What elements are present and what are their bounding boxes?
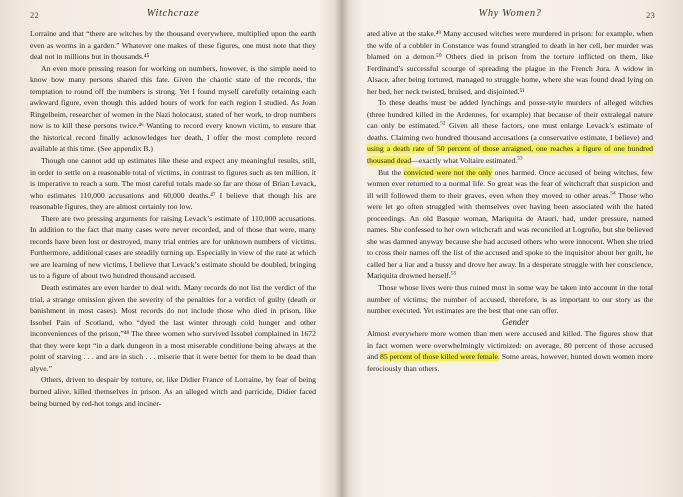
left-running-title: Witchcraze: [146, 8, 200, 19]
right-running-title: Why Women?: [478, 8, 542, 19]
left-page: [18, 0, 328, 497]
page-gutter: [335, 0, 349, 497]
right-page-body: [367, 28, 653, 374]
paragraph: Those whose lives were thus ruined must in some way be taken into account in the total number of victims; the number of accused, therefore, is as important to our story as the number executed. Yet estimates are the best that one can offer.: [367, 283, 653, 316]
highlight-death-rate: using a death rate of 50 percent of those arraigned, one reaches a figure of one hundred thousand dead: [367, 144, 653, 166]
paragraph: ated alive at the stake.⁴⁹ Many accused witches were murdered in prison: for example, when the wife of a cobbler in Constance was found strangled to death in her cell, her murder was blamed on a demon.⁵⁰ Others died in prison from the torture inflicted on them, like Ferdinand’s successful scourge of spreading the plague in the French Jura. A widow in Alsace, after being tortured, managed to struggle home, where she was found dead lying on her bed, her neck twisted, bruised, and disjointed.⁵¹: [367, 29, 653, 96]
left-page-header: [18, 0, 328, 26]
paragraph-with-highlight: But the convicted were not the only ones harmed. Once accused of being witches, few women ever returned to a normal life. So great was the fear of witchcraft that suspicion and ill will followed them to their graves, even when they moved to other areas.$^{54}$ Those who were let go often struggled with themselves over having been associated with the hated proceedings. An old Basque woman, Mariquita de Atauri, had, under pressure, named names. She confessed to her own witchcraft and was reconciled at Logroño, but she believed she was damned anyway because she had accused others who were innocent. When she tried to cross their names off the list of the accused and spoke to the inquisitor about her guilt, he called her a liar and a hussy and drove her away. In a desperate struggle with her conscience, Mariquita drowned herself.$^{55}$: [367, 167, 654, 281]
right-page-header: [355, 0, 665, 26]
right-page: [355, 0, 665, 497]
paragraph: Others, driven to despair by torture, or, like Didier France of Lorraine, by fear of being burned alive, killed themselves in prison. As an alleged witch and parricide, Didier faced being burned by red-hot tongs and inciner-: [30, 375, 316, 408]
left-page-folio: 22: [30, 10, 39, 20]
section-subhead: Gender: [502, 316, 529, 327]
paragraph: There are two pressing arguments for raising Levack’s estimate of 110,000 accusations. In addition to the fact that many cases were never recorded, and of those that were, many records have been lost or destroyed, many trial entries are for unknown numbers of victims. Furthermore, additional cases are steadily turning up. Especially in view of the rate at which we are learning of new victims, I believe that Levack’s estimate should be doubled, bringing us to a figure of about two hundred thousand accused.: [30, 213, 316, 281]
paragraph: Lorraine and that “there are witches by the thousand everywhere, multiplied upon the earth even as worms in a garden.” Whatever one makes of these figures, one must note that they deal not in millions but in thousands.⁴⁵: [30, 29, 316, 62]
highlight-convicted: convicted were not the only: [403, 167, 492, 177]
right-page-folio: 23: [646, 10, 655, 20]
paragraph: Death estimates are even harder to deal with. Many records do not list the verdict of the trial, a strange omission given the severity of the penalties for a verdict of guilty (death or banishment in most cases). Most records do not include those who died in prison, like Issobel Pain of Scotland, who “dyed the last winter through cold hunger and other inconveniences of the prison,”⁴⁸ The three women who survived Issobel complained in 1672 that they were kept “in a dark dungeon in a most miserable conditione being always at the point of starving . . . and are in such . . . miserie that it were better for them to be dead than alyve.”: [30, 283, 316, 373]
paragraph-with-highlight: To these deaths must be added lynchings and posse-style murders of alleged witches (three hundred killed in the Ardennes, for example) that because of their extralegal nature can only be estimated.$^{52}$ Given all these factors, one must enlarge Levack’s estimate of deaths. Claiming two hundred thousand accusations (a conservative estimate, I believe) and using a death rate of 50 percent of those arraigned, one reaches a figure of one hundred thousand dead—exactly what Voltaire estimated.$^{53}$: [367, 98, 653, 166]
paragraph: An even more pressing reason for working on numbers, however, is the simple need to know how many persons shared this fate. Given the chaotic state of the records, the temptation to round off the numbers is strong. Yet I found myself carefully retaining each awkward figure, even though this added hours of work for each region I studied. As Joan Ringelheim, researcher of women in the Nazi holocaust, stated of her work, to drop numbers now is to kill these persons twice.⁴⁶ Wanting to record every known victim, to ensure that the historical record finally acknowledges her death, I offer the most complete record available at this time. (See appendix B.): [30, 63, 316, 154]
left-page-body: [30, 28, 316, 409]
paragraph: Though one cannot add up estimates like these and expect any meaningful results, still, in order to settle on a reasonable total of victims, in contrast to figures such as ten million, it is imperative to reach a sum. The most careful totals made so far are those of Brian Levack, who estimates 110,000 accusations and 60,000 deaths.⁴⁷ I believe that though his are reasonable figures, they are almost certainly too low.: [30, 156, 316, 212]
highlight-percent-killed-female: 85 percent of those killed were female: [380, 352, 498, 362]
paragraph-with-highlight: Almost everywhere more women than men were accused and killed. The figures show that in fact women were overwhelmingly victimized: on average, 80 percent of those accused and 85 percent of those killed were female. Some areas, however, hunted down women more ferociously than others.: [367, 329, 653, 373]
